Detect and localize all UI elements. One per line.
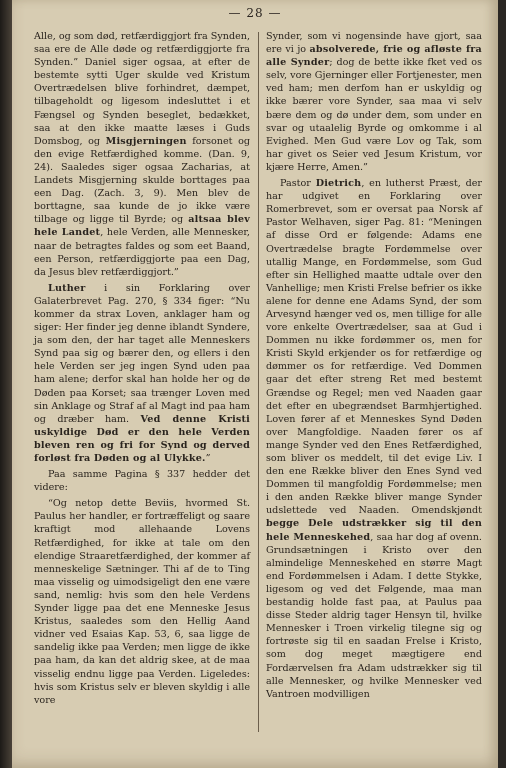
right-text-column (266, 30, 482, 701)
column-divider (258, 32, 259, 732)
text-span: Alle, og som død, retfærdiggjort fra Synden, saa ere de Alle døde og retfærdiggjorte fra Synden.” Daniel siger ogsaa, at efter de bestemte sytti Uger skulde ved Kristum Overtrædelsen blive forhindret, dæmpet, tilbageholdt og ligesom indesluttet i et Fængsel og Synden beseglet, bedækket, saa at den ikke maatte læses i Guds Domsbog, og (34, 31, 250, 147)
text-span: i sin Forklaring over Galaterbrevet Pag. 270, § 334 figer: “Nu kommer da strax Loven, anklager ham og siger: Her finder jeg denne iblandt Syndere, ja som den, der har taget alle Menneskers Synd paa sig og bærer den, og ellers i den hele Verden ser jeg ingen Synd uden paa ham alene; derfor skal han holde her og dø Døden paa Korset; saa trænger Loven med sin Anklage og Straf af al Magt ind paa ham og dræber ham. (34, 282, 250, 425)
paragraph (266, 30, 482, 174)
paragraph (34, 468, 250, 494)
text-span: ” (205, 453, 211, 464)
emphasized-text: Misgjerningen (105, 135, 187, 147)
book-spine-shadow (0, 0, 12, 768)
text-span: Pastor (280, 178, 316, 190)
page-number: — 28 — (228, 6, 282, 20)
emphasized-text: absolverede, frie og afløste fra alle Synder (266, 44, 482, 69)
paragraph (34, 497, 250, 707)
emphasized-text: Luther (48, 282, 86, 294)
emphasized-text: altsaa blev hele Landet (34, 214, 251, 239)
text-span: Paa samme Pagina § 337 hedder det videre: (34, 469, 250, 494)
text-span: ; dog de bette ikke fket ved os selv, vore Gjerninger eller Fortjenester, men ved ham; men derfom han er uskyldig og ikke bærer vore Synder, saa maa vi selv bære dem og dø under dem, som under en svar og utaalelig Byrde og omkomme i al Evighed. Men Gud være Lov og Tak, som har givet os Seier ved Jesum Kristum, vor kjære Herre, Amen.” (266, 57, 482, 173)
paragraph (266, 177, 482, 701)
text-span: “Og netop dette Beviis, hvormed St. Paulus her handler, er fortræffeligt og saare kraftigt mod allehaande Lovens Retfærdighed, for ikke at tale om den elendige Straaretfærdighed, der kommer af menneskelige Sætninger. Thi af de to Ting maa visselig og uimodsigeligt den ene være sand, nemlig: hvis som den hele Verdens Synder ligge paa det ene Menneske Jesus Kristus, saaledes som den Hellig Aand vidner ved Esaias Kap. 53, 6, saa ligge de sandelig ikke paa Verden; men ligge de ikke paa ham, da kan det aldrig skee, at de maa visselig endnu ligge paa Verden. Ligeledes: hvis som Kristus selv er bleven skyldig i alle vore (34, 498, 250, 706)
emphasized-text: begge Dele udstrækker sig til den hele Menneskehed (266, 518, 482, 543)
text-span: forsonet og den evige Retfærdighed komme. (Dan. 9, 24). Saaledes siger ogsaa Zacharias, at Landets Misgjerning skulde borttages paa een Dag. (Zach. 3, 9). Men blev de borttagne, saa kunde de jo ikke være tilbage og ligge til Byrde; og (34, 135, 250, 226)
paragraph (34, 30, 250, 279)
book-page (12, 0, 498, 768)
text-span: Synder, som vi nogensinde have gjort, saa ere vi jo (266, 31, 482, 56)
emphasized-text: Ved denne Kristi uskyldige Død er den hele Verden bleven ren og fri for Synd og derved forløst fra Døden og al Ulykke. (34, 413, 251, 464)
left-text-column (34, 30, 250, 707)
emphasized-text: Dietrich (315, 178, 362, 190)
text-span: , saa har dog af ovenn. Grundsætningen i Kristo over den almindelige Menneskehed en større Magt end Fordømmelsen i Adam. I dette Stykke, ligesom og ved det Følgende, maa man bestandig holde fast paa, at Paulus paa disse Steder aldrig tager Hensyn til, hvilke Mennesker i Troen virkelig tilegne sig og fortrøste sig til en saadan Frelse i Kristo, som dog meget mægtigere end Fordærvelsen fra Adam udstrækker sig til alle Mennesker, og hvilke Mennesker ved Vantroen modvilligen (266, 531, 482, 700)
text-span: , en lutherst Præst, der har udgivet en Forklaring over Romerbrevet, som er oversat paa Norsk af Pastor Welhaven, siger Pag. 81: “Meningen af disse Ord er følgende: Adams ene Overtrædelse bragte Fordømmelse over utallig Mange, en Fordømmelse, som Gud efter sin Hellighed maatte udtale over den Vanhellige; men Kristi Frelse befrier os ikke alene for denne ene Adams Synd, der som Arvesynd hænger ved os, men tillige for alle vore enkelte Overtrædelser, saa at Gud i Dommen nu ikke fordømmer os, men for Kristi Skyld erkjender os for retfærdige og dømmer os for retfærdige. Ved Dommen gaar det efter streng Ret med bestemt Grændse og Regel; men ved Naaden gaar det efter en ubegrændset Barmhjertighed. Loven fører af et Menneskes Synd Døden over Mangfoldige. Naaden fører os af mange Synder ved den Enes Retfærdighed, som bliver os meddelt, til det evige Liv. I den ene Række bliver den Enes Synd ved Dommen til mangfoldig Fordømmelse; men i den anden Række bliver mange Synder udslettede ved Naaden. Omendskjøndt (266, 178, 482, 517)
paragraph (34, 282, 250, 465)
text-span: , hele Verden, alle Mennesker, naar de betragtes faldes og som eet Baand, een Person, retfærdiggjorte paa een Dag, da Jesus blev retfærdiggjort.” (34, 227, 250, 278)
